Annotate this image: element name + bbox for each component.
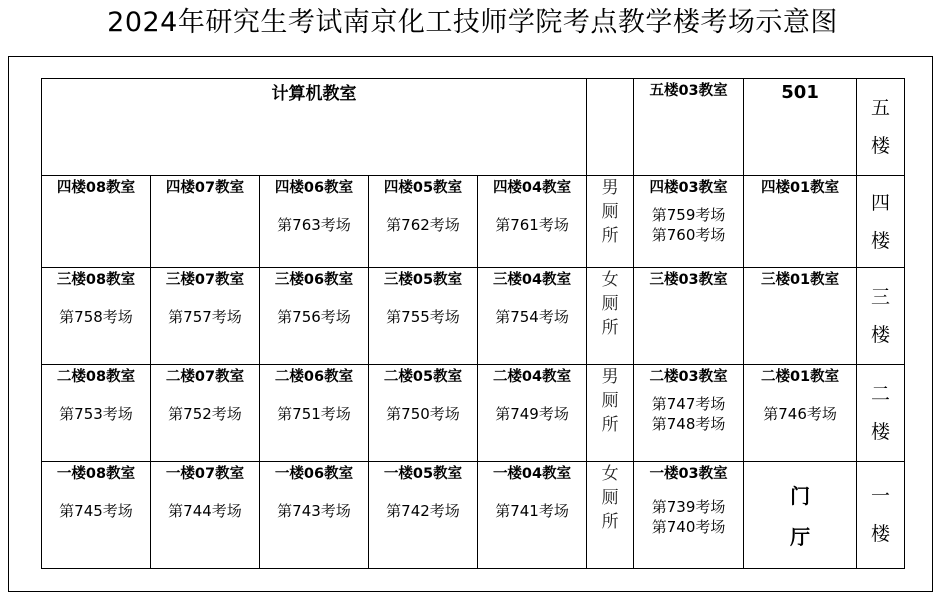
room-1-05: 一楼05教室 第742考场 (369, 462, 478, 569)
room-3-03: 三楼03教室 (634, 268, 744, 365)
floor-5-row (42, 79, 905, 176)
floor-1-row (42, 462, 905, 569)
room-4-01: 四楼01教室 (744, 176, 857, 268)
room-3-05: 三楼05教室 第755考场 (369, 268, 478, 365)
floor-3-row (42, 268, 905, 365)
toilet-4: 男 厕 所 (587, 176, 634, 268)
room-3-08: 三楼08教室 第758考场 (42, 268, 151, 365)
toilet-3: 女 厕 所 (587, 268, 634, 365)
floor-label-5: 五 楼 (857, 79, 905, 176)
room-4-03: 四楼03教室 第759考场 第760考场 (634, 176, 744, 268)
room-1-07: 一楼07教室 第744考场 (151, 462, 260, 569)
floor-5-corridor (587, 79, 634, 176)
toilet-1: 女 厕 所 (587, 462, 634, 569)
floor-label-4: 四 楼 (857, 176, 905, 268)
room-2-05: 二楼05教室 第750考场 (369, 365, 478, 462)
room-4-08: 四楼08教室 (42, 176, 151, 268)
floor-label-1: 一 楼 (857, 462, 905, 569)
room-3-04: 三楼04教室 第754考场 (478, 268, 587, 365)
room-1-08: 一楼08教室 第745考场 (42, 462, 151, 569)
room-3-01: 三楼01教室 (744, 268, 857, 365)
floor-label-2: 二 楼 (857, 365, 905, 462)
computer-room: 计算机教室 (42, 79, 587, 176)
room-name: 501 (781, 82, 819, 103)
room-name: 五楼03教室 (649, 83, 728, 99)
room-4-07: 四楼07教室 (151, 176, 260, 268)
room-4-06: 四楼06教室 第763考场 (260, 176, 369, 268)
room-3-06: 三楼06教室 第756考场 (260, 268, 369, 365)
floor-label-3: 三 楼 (857, 268, 905, 365)
floor-4-row (42, 176, 905, 268)
room-3-07: 三楼07教室 第757考场 (151, 268, 260, 365)
room-2-06: 二楼06教室 第751考场 (260, 365, 369, 462)
page-title: 2024年研究生考试南京化工技师学院考点教学楼考场示意图 (107, 7, 838, 38)
room-1-06: 一楼06教室 第743考场 (260, 462, 369, 569)
room-5-03 (634, 79, 744, 176)
room-1-03: 一楼03教室 第739考场 第740考场 (634, 462, 744, 569)
room-2-04: 二楼04教室 第749考场 (478, 365, 587, 462)
room-4-04: 四楼04教室 第761考场 (478, 176, 587, 268)
building-floor-plan (41, 78, 905, 569)
room-4-05: 四楼05教室 第762考场 (369, 176, 478, 268)
room-501 (744, 79, 857, 176)
room-2-07: 二楼07教室 第752考场 (151, 365, 260, 462)
room-2-01: 二楼01教室 第746考场 (744, 365, 857, 462)
floor-2-row (42, 365, 905, 462)
room-2-08: 二楼08教室 第753考场 (42, 365, 151, 462)
room-2-03: 二楼03教室 第747考场 第748考场 (634, 365, 744, 462)
room-1-04: 一楼04教室 第741考场 (478, 462, 587, 569)
toilet-2: 男 厕 所 (587, 365, 634, 462)
entrance-hall: 门 厅 (744, 462, 857, 569)
